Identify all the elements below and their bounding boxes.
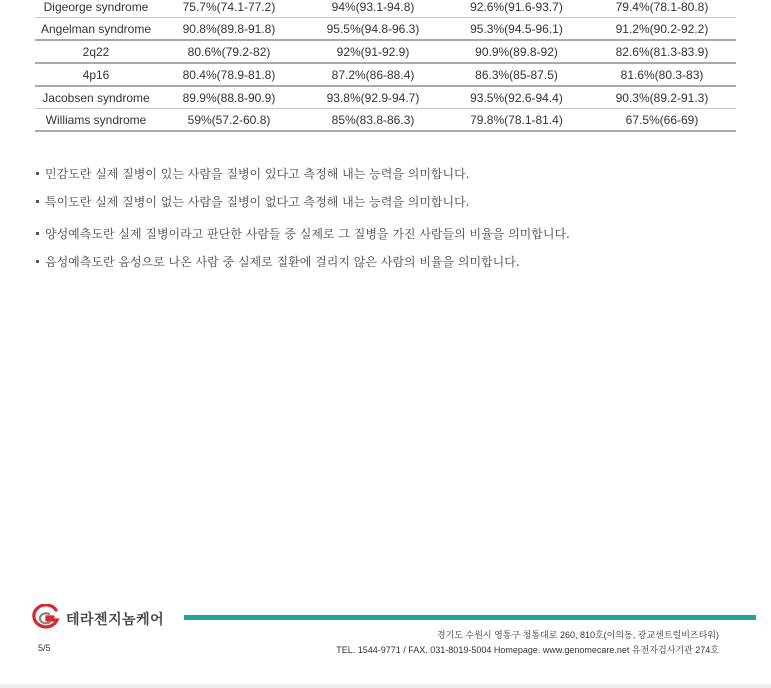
cell-ppv: 86.3%(85-87.5): [445, 63, 588, 86]
results-table: [35, 0, 736, 132]
page-bottom-rule: [0, 684, 771, 688]
cell-specificity: 87.2%(86-88.4): [301, 63, 445, 86]
note-specificity: [36, 194, 470, 210]
cell-npv: 91.2%(90.2-92.2): [588, 18, 736, 41]
bullet-icon: [36, 232, 39, 235]
cell-sensitivity: 90.8%(89.8-91.8): [157, 18, 301, 41]
cell-npv: 67.5%(66-69): [588, 109, 736, 132]
bullet-icon: [36, 172, 39, 175]
note-text: 음성예측도란 음성으로 나온 사람 중 실제로 질환에 걸리지 않은 사람의 비율을 의미합니다.: [45, 255, 520, 269]
cell-condition: Digeorge syndrome: [35, 0, 157, 18]
bullet-icon: [36, 200, 39, 203]
cell-npv: 81.6%(80.3-83): [588, 63, 736, 86]
cell-sensitivity: 80.6%(79.2-82): [157, 40, 301, 63]
results-table-body: [35, 0, 736, 131]
note-text: 양성예측도란 실제 질병이라고 판단한 사람들 중 실제로 그 질병을 가진 사람들의 비율을 의미합니다.: [45, 227, 570, 241]
table-row: [35, 63, 736, 86]
footer-accent-bar: [184, 615, 756, 620]
cell-specificity: 85%(83.8-86.3): [301, 109, 445, 132]
cell-ppv: 93.5%(92.6-94.4): [445, 86, 588, 109]
table-row: [35, 86, 736, 109]
cell-condition: Williams syndrome: [35, 109, 157, 132]
cell-condition: Jacobsen syndrome: [35, 86, 157, 109]
cell-npv: 79.4%(78.1-80.8): [588, 0, 736, 18]
cell-specificity: 94%(93.1-94.8): [301, 0, 445, 18]
cell-specificity: 95.5%(94.8-96.3): [301, 18, 445, 41]
genomecare-logo-icon: [30, 604, 62, 630]
cell-condition: 2q22: [35, 40, 157, 63]
cell-sensitivity: 89.9%(88.8-90.9): [157, 86, 301, 109]
cell-condition: 4p16: [35, 63, 157, 86]
cell-ppv: 95.3%(94.5-96.1): [445, 18, 588, 41]
cell-sensitivity: 80.4%(78.9-81.8): [157, 63, 301, 86]
note-text: 특이도란 실제 질병이 없는 사람을 질병이 없다고 측정해 내는 능력을 의미합니다.: [45, 195, 470, 209]
cell-ppv: 90.9%(89.8-92): [445, 40, 588, 63]
note-npv: [36, 254, 520, 270]
cell-sensitivity: 75.7%(74.1-77.2): [157, 0, 301, 18]
cell-specificity: 92%(91-92.9): [301, 40, 445, 63]
cell-condition: Angelman syndrome: [35, 18, 157, 41]
company-contact: TEL. 1544-9771 / FAX. 031-8019-5004 Homepage. www.genomecare.net 유전자검사기관 274호: [336, 645, 719, 655]
logo-text: 테라젠지놈케어: [66, 612, 165, 628]
bullet-icon: [36, 260, 39, 263]
table-row: [35, 109, 736, 132]
table-row: [35, 18, 736, 41]
company-logo: [30, 604, 180, 630]
cell-ppv: 79.8%(78.1-81.4): [445, 109, 588, 132]
page-number: 5/5: [38, 643, 51, 653]
note-sensitivity: [36, 166, 470, 182]
cell-sensitivity: 59%(57.2-60.8): [157, 109, 301, 132]
company-address: 경기도 수원시 영통구 청통대로 260, 810호(이의동, 광교센트럴비즈타워): [436, 630, 719, 640]
note-ppv: [36, 226, 570, 242]
table-row: [35, 0, 736, 18]
cell-npv: 82.6%(81.3-83.9): [588, 40, 736, 63]
cell-specificity: 93.8%(92.9-94.7): [301, 86, 445, 109]
cell-ppv: 92.6%(91.6-93.7): [445, 0, 588, 18]
table-row: [35, 40, 736, 63]
cell-npv: 90.3%(89.2-91.3): [588, 86, 736, 109]
note-text: 민감도란 실제 질병이 있는 사람을 질병이 있다고 측정해 내는 능력을 의미합니다.: [45, 167, 470, 181]
